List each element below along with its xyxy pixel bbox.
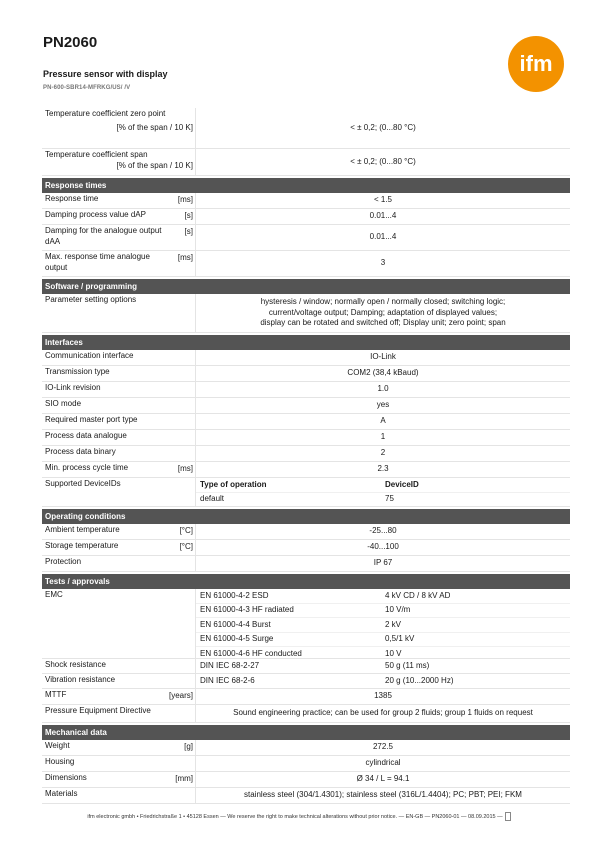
- spec-unit: [ms]: [177, 253, 193, 262]
- spec-label: [42, 414, 196, 429]
- spec-label: [42, 772, 196, 787]
- deviceid-col-id: DeviceID: [385, 479, 419, 489]
- spec-value: A: [380, 416, 386, 426]
- spec-row: [42, 462, 570, 478]
- spec-row: [42, 366, 570, 382]
- spec-value: 272.5: [372, 742, 394, 752]
- spec-table: [42, 108, 570, 804]
- spec-value: stainless steel (304/1.4301); stainless steel (316L/1.4404); PC; PBT; PEI; FKM: [244, 790, 522, 800]
- deviceid-type: default: [200, 494, 225, 503]
- spec-label-text: Ambient temperature: [45, 525, 120, 534]
- spec-row: [42, 589, 570, 659]
- spec-value: < ± 0,2; (0...80 °C): [350, 156, 416, 166]
- spec-unit: [s]: [184, 211, 193, 220]
- spec-label: Vibration resistance: [42, 674, 196, 688]
- spec-value-line: display can be rotated and switched off; Display unit; zero point; span: [260, 318, 506, 328]
- deviceid-col-type: Type of operation: [200, 479, 267, 489]
- spec-row: [42, 524, 570, 540]
- spec-value: 0.01...4: [369, 232, 397, 242]
- spec-label: [42, 209, 196, 224]
- deviceid-row: [196, 493, 570, 507]
- spec-label-text: Materials: [45, 789, 78, 798]
- spec-label-text: Weight: [45, 741, 70, 750]
- product-code: PN-600-SBR14-MFRKG/US/ /V: [43, 85, 131, 91]
- spec-label-text: Process data binary: [45, 447, 116, 456]
- spec-label-text: Temperature coefficient zero point: [45, 109, 166, 118]
- emc-standard: EN 61000-4-5 Surge: [200, 634, 274, 643]
- emc-row: [196, 633, 570, 648]
- spec-row: [42, 294, 570, 333]
- spec-row: [42, 556, 570, 572]
- spec-row: [42, 209, 570, 225]
- spec-row: [42, 705, 570, 723]
- spec-row: [42, 756, 570, 772]
- logo-text: ifm: [519, 51, 553, 76]
- spec-value: < ± 0,2; (0...80 °C): [350, 122, 416, 132]
- spec-value: IP 67: [373, 558, 393, 568]
- spec-label-text: Temperature coefficient span: [45, 150, 148, 159]
- section-header-software: Software / programming: [42, 279, 570, 294]
- spec-row: [42, 108, 570, 149]
- spec-value: cylindrical: [365, 758, 401, 768]
- emc-standard: EN 61000-4-6 HF conducted: [200, 648, 302, 658]
- spec-value-line: current/voltage output; Damping; adaptation of displayed values;: [268, 307, 498, 317]
- spec-label: [42, 193, 196, 208]
- spec-row: [42, 446, 570, 462]
- spec-row: [42, 674, 570, 689]
- spec-label-text: Response time: [45, 194, 99, 203]
- spec-label-text: Damping process value dAP: [45, 210, 146, 219]
- spec-unit: [ms]: [177, 464, 193, 473]
- spec-label: [42, 446, 196, 461]
- footer-text: ifm electronic gmbh • Friedrichstraße 1 • 45128 Essen — We reserve the right to make technical alterations without prior notice. — EN-GB — PN2060-01 — 08.09.2015 —: [87, 813, 503, 820]
- spec-unit: [% of the span / 10 K]: [116, 160, 193, 170]
- deviceid-table: [196, 478, 570, 506]
- spec-label: [42, 756, 196, 771]
- spec-label: [42, 225, 196, 250]
- spec-label-text: Required master port type: [45, 415, 138, 424]
- section-header-response: Response times: [42, 178, 570, 193]
- spec-label-text: SIO mode: [45, 399, 82, 408]
- emc-standard: EN 61000-4-3 HF radiated: [200, 605, 294, 614]
- emc-table: [196, 589, 570, 658]
- shock-result: 50 g (11 ms): [385, 660, 430, 670]
- emc-standard: EN 61000-4-4 Burst: [200, 619, 271, 629]
- spec-row: [42, 689, 570, 705]
- spec-label-text: Process data analogue: [45, 431, 127, 440]
- spec-row: [42, 225, 570, 251]
- spec-unit: [g]: [184, 742, 193, 751]
- spec-unit: [s]: [184, 227, 193, 236]
- spec-row: [42, 772, 570, 788]
- spec-value: Sound engineering practice; can be used for group 2 fluids; group 1 fluids on request: [233, 708, 533, 718]
- spec-value: [196, 294, 570, 332]
- spec-row: [42, 478, 570, 507]
- spec-label-text: IO-Link revision: [45, 383, 101, 392]
- section-header-operating: Operating conditions: [42, 509, 570, 524]
- spec-label: [42, 366, 196, 381]
- vibration-result: 20 g (10...2000 Hz): [385, 675, 454, 685]
- spec-value: -40...100: [367, 542, 399, 552]
- spec-label: [42, 350, 196, 365]
- emc-result: 0,5/1 kV: [385, 634, 415, 643]
- spec-label-text: Damping for the analogue output dAA: [45, 226, 162, 246]
- spec-row: [42, 193, 570, 209]
- section-header-interfaces: Interfaces: [42, 335, 570, 350]
- spec-label: [42, 149, 196, 175]
- spec-row: [42, 398, 570, 414]
- spec-label: [42, 382, 196, 397]
- spec-row: [42, 740, 570, 756]
- emc-result: 10 V/m: [385, 605, 411, 614]
- ifm-logo: [507, 35, 565, 93]
- spec-label: [42, 398, 196, 413]
- spec-row: [42, 251, 570, 277]
- emc-row: [196, 604, 570, 619]
- spec-value-line: hysteresis / window; normally open / normally closed; switching logic;: [260, 297, 506, 307]
- spec-value: 3: [380, 258, 386, 268]
- spec-label: [42, 462, 196, 477]
- spec-row: [42, 350, 570, 366]
- spec-label: [42, 689, 196, 704]
- spec-value: IO-Link: [370, 352, 396, 362]
- shock-value: [196, 659, 570, 673]
- page-footer: [0, 812, 598, 821]
- spec-unit: [ms]: [177, 195, 193, 204]
- vibration-standard: DIN IEC 68-2-6: [200, 675, 255, 685]
- spec-unit: [°C]: [179, 526, 193, 535]
- spec-unit: [% of the span / 10 K]: [116, 122, 193, 132]
- vibration-value: [196, 674, 570, 688]
- spec-row: [42, 540, 570, 556]
- spec-label: Parameter setting options: [42, 294, 196, 332]
- spec-label: Pressure Equipment Directive: [42, 705, 196, 722]
- spec-unit: [mm]: [175, 774, 193, 783]
- spec-label: [42, 556, 196, 571]
- spec-value: 2: [380, 448, 386, 458]
- spec-value: yes: [376, 400, 390, 410]
- spec-value: Ø 34 / L = 94.1: [356, 774, 410, 784]
- spec-value: 1: [380, 432, 386, 442]
- section-header-mechanical: Mechanical data: [42, 725, 570, 740]
- spec-label: [42, 788, 196, 803]
- spec-label: Supported DeviceIDs: [42, 478, 196, 506]
- spec-value: COM2 (38,4 kBaud): [347, 368, 419, 378]
- spec-row: [42, 430, 570, 446]
- spec-label-text: Storage temperature: [45, 541, 119, 550]
- spec-value: -25...80: [369, 526, 397, 536]
- spec-unit: [°C]: [179, 542, 193, 551]
- spec-label: [42, 430, 196, 445]
- product-title: PN2060: [43, 34, 98, 51]
- spec-value: 0.01...4: [369, 211, 397, 221]
- spec-row: [42, 382, 570, 398]
- spec-label: [42, 524, 196, 539]
- spec-unit: [years]: [168, 691, 193, 700]
- emc-result: 4 kV CD / 8 kV AD: [385, 590, 451, 600]
- spec-label-text: MTTF: [45, 690, 67, 699]
- spec-value: 2.3: [377, 464, 389, 474]
- emc-row: [196, 589, 570, 604]
- spec-label: [42, 740, 196, 755]
- spec-row: [42, 149, 570, 176]
- spec-label: [42, 251, 196, 276]
- spec-label-text: Dimensions: [45, 773, 87, 782]
- section-header-tests: Tests / approvals: [42, 574, 570, 589]
- spec-label-text: Transmission type: [45, 367, 110, 376]
- spec-row: [42, 788, 570, 804]
- emc-result: 2 kV: [385, 619, 402, 629]
- emc-row: [196, 618, 570, 633]
- spec-label-text: Protection: [45, 557, 82, 566]
- spec-label-text: Min. process cycle time: [45, 463, 129, 472]
- deviceid-value: 75: [385, 494, 394, 503]
- spec-value: 1385: [374, 691, 392, 701]
- emc-result: 10 V: [385, 648, 402, 658]
- spec-label: Shock resistance: [42, 659, 196, 673]
- page-number-icon: [505, 812, 511, 821]
- spec-label-text: Communication interface: [45, 351, 134, 360]
- spec-label-text: Max. response time analogue output: [45, 252, 150, 272]
- spec-label: [42, 108, 196, 148]
- spec-value: 1.0: [377, 384, 389, 394]
- shock-standard: DIN IEC 68-2-27: [200, 660, 260, 670]
- spec-label: [42, 540, 196, 555]
- spec-label-text: Housing: [45, 757, 75, 766]
- spec-row: [42, 659, 570, 674]
- spec-row: [42, 414, 570, 430]
- spec-label: EMC: [42, 589, 196, 658]
- deviceid-header: [196, 478, 570, 493]
- emc-standard: EN 61000-4-2 ESD: [200, 590, 269, 600]
- product-subtitle: Pressure sensor with display: [43, 69, 168, 79]
- spec-value: < 1.5: [373, 195, 392, 205]
